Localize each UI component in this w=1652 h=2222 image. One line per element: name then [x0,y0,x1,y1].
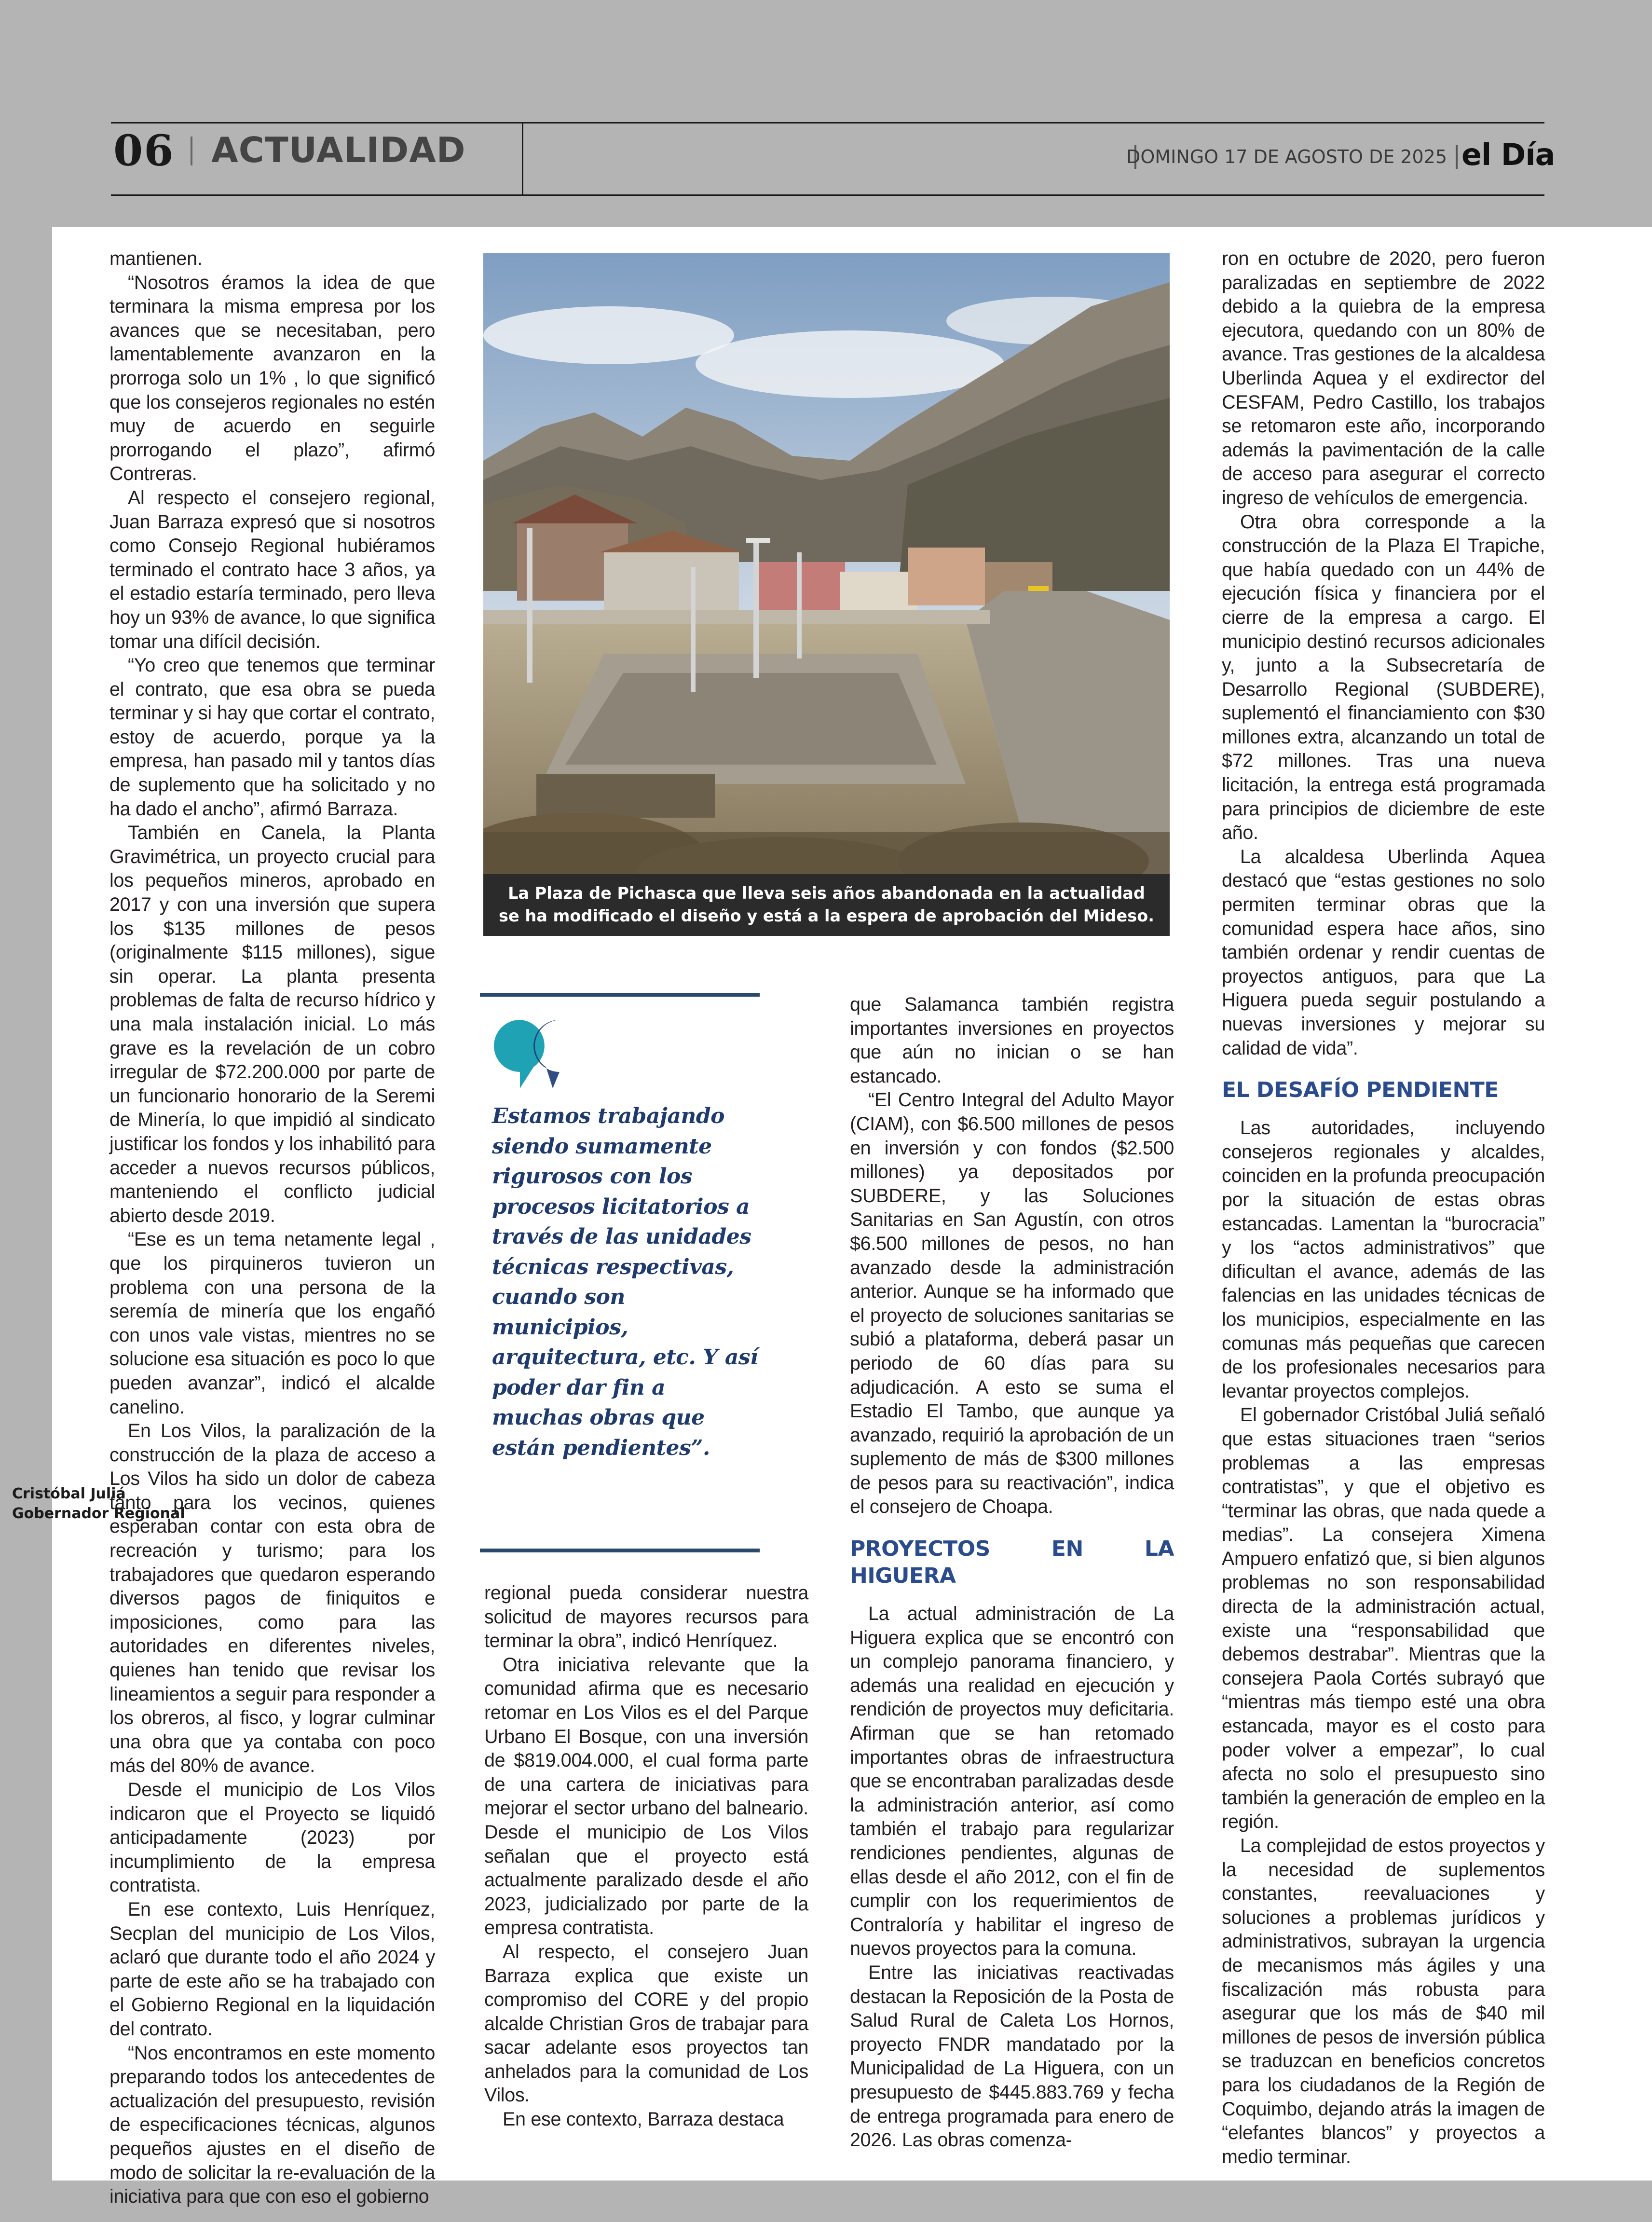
paragraph: En ese contexto, Barraza destaca [503,2109,784,2130]
section-heading: PROYECTOS EN LA HIGUERA [850,1536,1174,1589]
section-separator [191,137,192,165]
paragraph: La actual administración de La Higuera explica que se encontró con un complejo panorama financiero, y además una realidad en ejecución y rendición de proyectos muy deficitaria. Afirman que se han retomado importantes obras de infraestructura que se encontraban paralizadas desde la administración anterior, así como también el trabajo para regularizar rendiciones pendientes, algunas de ellas desde el año 2012, con el fin de cumplir con los requerimientos de Contraloría y habilitar el ingreso de nuevos proyectos para la comuna. [850,1603,1174,1960]
quote-bottom-rule [480,1549,760,1552]
paragraph: Otra obra corresponde a la construcción de la Plaza El Trapiche, que había quedado con un 44% de ejecución física y financiera por el cierre de la empresa a cargo. El municipio destinó recursos adicionales y, junto a la Subsecretaría de Desarrollo Regional (SUBDERE), suplementó el financiamiento con $30 millones extra, alcanzando un total de $72 millones. Tras una nueva licitación, la entrega está programada para principios de diciembre de este año. [1222,511,1545,844]
issue-date: DOMINGO 17 DE AGOSTO DE 2025 [1126,146,1447,167]
page-header [0,0,1652,227]
paragraph: En Los Vilos, la paralización de la construcción de la plaza de acceso a Los Vilos ha sido un dolor de cabeza tanto para los vecinos, quienes esperaban contar con esta obra de recreación y turismo; para los trabajadores que quedaron esperando diversos pagos de finiquitos e imposiciones, como para las autoridades en diferentes niveles, quienes han tenido que revisar los lineamientos a seguir para responder a los obreros, al fisco, y lograr culminar una obra que ya contaba con poco más del 80% de avance. [109,1420,435,1777]
quote-author-name: Cristóbal Juliá [12,1485,126,1502]
paragraph: “Yo creo que tenemos que terminar el contrato, que esa obra se pueda terminar y si hay que cortar el contrato, estoy de acuerdo, porque ya la empresa, han pasado mil y tantos días de suplemento que ha solicitado y no ha dado el ancho”, afirmó Barraza. [109,655,435,820]
paragraph: En ese contexto, Luis Henríquez, Secplan del municipio de Los Vilos, aclaró que durante todo el año 2024 y parte de este año se ha trabajado con el Gobierno Regional en la liquidación del contrato. [109,1898,435,2040]
section-name: ACTUALIDAD [211,130,466,170]
newspaper-logo: el Día [1461,137,1555,172]
paragraph: Al respecto, el consejero Juan Barraza explica que existe un compromiso del CORE y del propio alcalde Christian Gros de trabajar para sacar adelante esos proyectos tan anhelados para la comunidad de Los Vilos. [484,1941,808,2106]
section-number: 06 [113,125,175,176]
paragraph: La complejidad de estos proyectos y la necesidad de suplementos constantes, reevaluaciones y soluciones a problemas jurídicos y administrativos, subrayan la urgencia de mecanismos más ágiles y una fiscalización más robusta para asegurar que los más de $40 mil millones de pesos de inversión pública se traduzcan en beneficios concretos para los ciudadanos de la Región de Coquimbo, dejando atrás la imagen de “elefantes blancos” y proyectos a medio terminar. [1222,1835,1545,2167]
header-top-rule [111,122,1544,123]
paragraph: que Salamanca también registra importantes inversiones en proyectos que aún no inician o se han estancado. [850,994,1174,1087]
paragraph: ron en octubre de 2020, pero fueron paralizadas en septiembre de 2022 debido a la quiebra de la empresa ejecutora, quedando con un 80% de avance. Tras gestiones de la alcaldesa Uberlinda Aquea y el exdirector del CESFAM, Pedro Castillo, los trabajos se retomaron este año, incorporando además la pavimentación de la calle de acceso para asegurar el correcto ingreso de vehículos de emergencia. [1222,248,1545,508]
quote-top-rule [480,993,760,997]
article-photo [483,253,1170,892]
photo-caption: La Plaza de Pichasca que lleva seis años abandonada en la actualidad se ha modificado el diseño y está a la espera de aprobación del Mideso. [483,874,1170,936]
paragraph: “El Centro Integral del Adulto Mayor (CIAM), con $6.500 millones de pesos en inversión y con fondos ($2.500 millones) ya depositados por SUBDERE, y las Soluciones Sanitarias en San Agustín, con otros $6.500 millones de pesos, no han avanzado desde la administración anterior. Aunque se ha informado que el proyecto de soluciones sanitarias se subió a plataforma, deberá pasar un periodo de 60 días para su adjudicación. A esto se suma el Estadio El Tambo, que aunque ya avanzado, requirió la aprobación de un suplemento de más de $300 millones de pesos para su reactivación”, indica el consejero de Choapa. [850,1089,1174,1518]
article-column-2 [484,1581,808,2132]
paragraph: También en Canela, la Planta Gravimétrica, un proyecto crucial para los pequeños mineros, aprobado en 2017 y con una inversión que supera los $135 millones de pesos (originalmente $115 millones), sigue sin operar. La planta presenta problemas de falta de recurso hídrico y una mala instalación inicial. Lo más grave es la revelación de un cobro irregular de $72.200.000 por parte de un funcionario honorario de la Seremi de Minería, lo que impidió al sindicato justificar los fondos y los inhabilitó para acceder a nuevos recursos públicos, manteniendo el conflicto judicial abierto desde 2019. [109,822,435,1226]
quote-author [12,1484,273,1523]
section-heading: EL DESAFÍO PENDIENTE [1222,1078,1499,1103]
quote-author-role: Gobernador Regional [12,1505,185,1522]
paragraph: “Nosotros éramos la idea de que terminara la misma empresa por los avances que se necesitaban, pero lamentablemente avanzaron en la prorroga solo un 1% , lo que significó que los consejeros regionales no estén muy de acuerdo en seguirle prorrogando el plazo”, afirmó Contreras. [109,272,435,485]
article-column-3 [850,993,1174,2153]
pull-quote [480,993,760,1552]
paragraph: Otra iniciativa relevante que la comunidad afirma que es necesario retomar en Los Vilos es el del Parque Urbano El Bosque, con una inversión de $819.004.000, el cual forma parte de una cartera de iniciativas para mejorar el sector urbano del balneario. Desde el municipio de Los Vilos señalan que el proyecto está actualmente paralizado desde el año 2023, judicializado por parte de la empresa contratista. [484,1654,808,1939]
article-column-1 [109,247,435,2209]
article-column-4 [1222,247,1545,2169]
paragraph: Entre las iniciativas reactivadas destacan la Reposición de la Posta de Salud Rural de Caleta Los Hornos, proyecto FNDR mandatado por la Municipalidad de La Higuera, con un presupuesto de $445.883.769 y fecha de entrega programada para enero de 2026. Las obras comenza- [850,1961,1174,2151]
brand-separator [1456,145,1458,169]
paragraph: El gobernador Cristóbal Juliá señaló que estas situaciones traen “serios problemas a las empresas contratistas”, y que el objetivo es “terminar las obras, que nada quede a medias”. La consejera Ximena Ampuero enfatizó que, si bien algunos problemas no son responsabilidad directa de la administración actual, existe una “responsabilidad que debemos destrabar”. Mientras que la consejera Paola Cortés subrayó que “mientras más tiempo esté una obra estancada, mayor es el costo para poder volver a empezar”, lo cual afecta no solo el presupuesto sino también la generación de empleo en la región. [1222,1404,1545,1833]
quote-icon [492,1016,591,1093]
paragraph: Al respecto el consejero regional, Juan Barraza expresó que si nosotros como Consejo Regional hubiéramos terminado el contrato hace 3 años, ya el estadio estaría terminado, pero lleva hoy un 93% de avance, lo que significa tomar una difícil decisión. [109,487,435,652]
paragraph: mantienen. [109,248,203,269]
paragraph: Las autoridades, incluyendo consejeros regionales y alcaldes, coinciden en la profunda preocupación por la situación de estas obras estancadas. Lamentan la “burocracia” y los “actos administrativos” que dificultan el avance, además de las falencias en las unidades técnicas de los municipios, especialmente en las comunas más pequeñas que carecen de los profesionales necesarios para levantar proyectos complejos. [1222,1117,1545,1402]
paragraph: “Ese es un tema netamente legal , que los pirquineros tuvieron un problema con una persona de la seremía de minería que los engañó con unos vale vistas, mientres no se solucione esa situación es poco lo que pueden avanzar”, indicó el alcalde canelino. [109,1229,435,1418]
paragraph: La alcaldesa Uberlinda Aquea destacó que “estas gestiones no solo permiten terminar obras que la comunidad espera hace años, sino también ordenar y rendir cuentas de proyectos antiguos, para que La Higuera pueda seguir postulando a nuevas inversiones y mejorar su calidad de vida”. [1222,846,1545,1059]
quote-text: Estamos trabajando siendo sumamente rigurosos con los procesos licitatorios a través de las unidades técnicas respectivas, cuando son municipios, arquitectura, etc. Y así poder dar fin a muchas obras que están pendientes”. [492,1104,758,1460]
header-vertical-divider [522,123,523,195]
paragraph: regional pueda considerar nuestra solicitud de mayores recursos para terminar la obra”, indicó Henríquez. [484,1582,808,1652]
paragraph: “Nos encontramos en este momento preparando todos los antecedentes de actualización del presupuesto, revisión de especificaciones técnicas, algunos pequeños ajustes en el diseño de modo de solicitar la re-evaluación de la iniciativa para que con eso el gobierno [109,2042,435,2208]
paragraph: Desde el municipio de Los Vilos indicaron que el Proyecto se liquidó anticipadamente (2023) por incumplimiento de la empresa contratista. [109,1779,435,1896]
header-bottom-rule [111,194,1544,196]
